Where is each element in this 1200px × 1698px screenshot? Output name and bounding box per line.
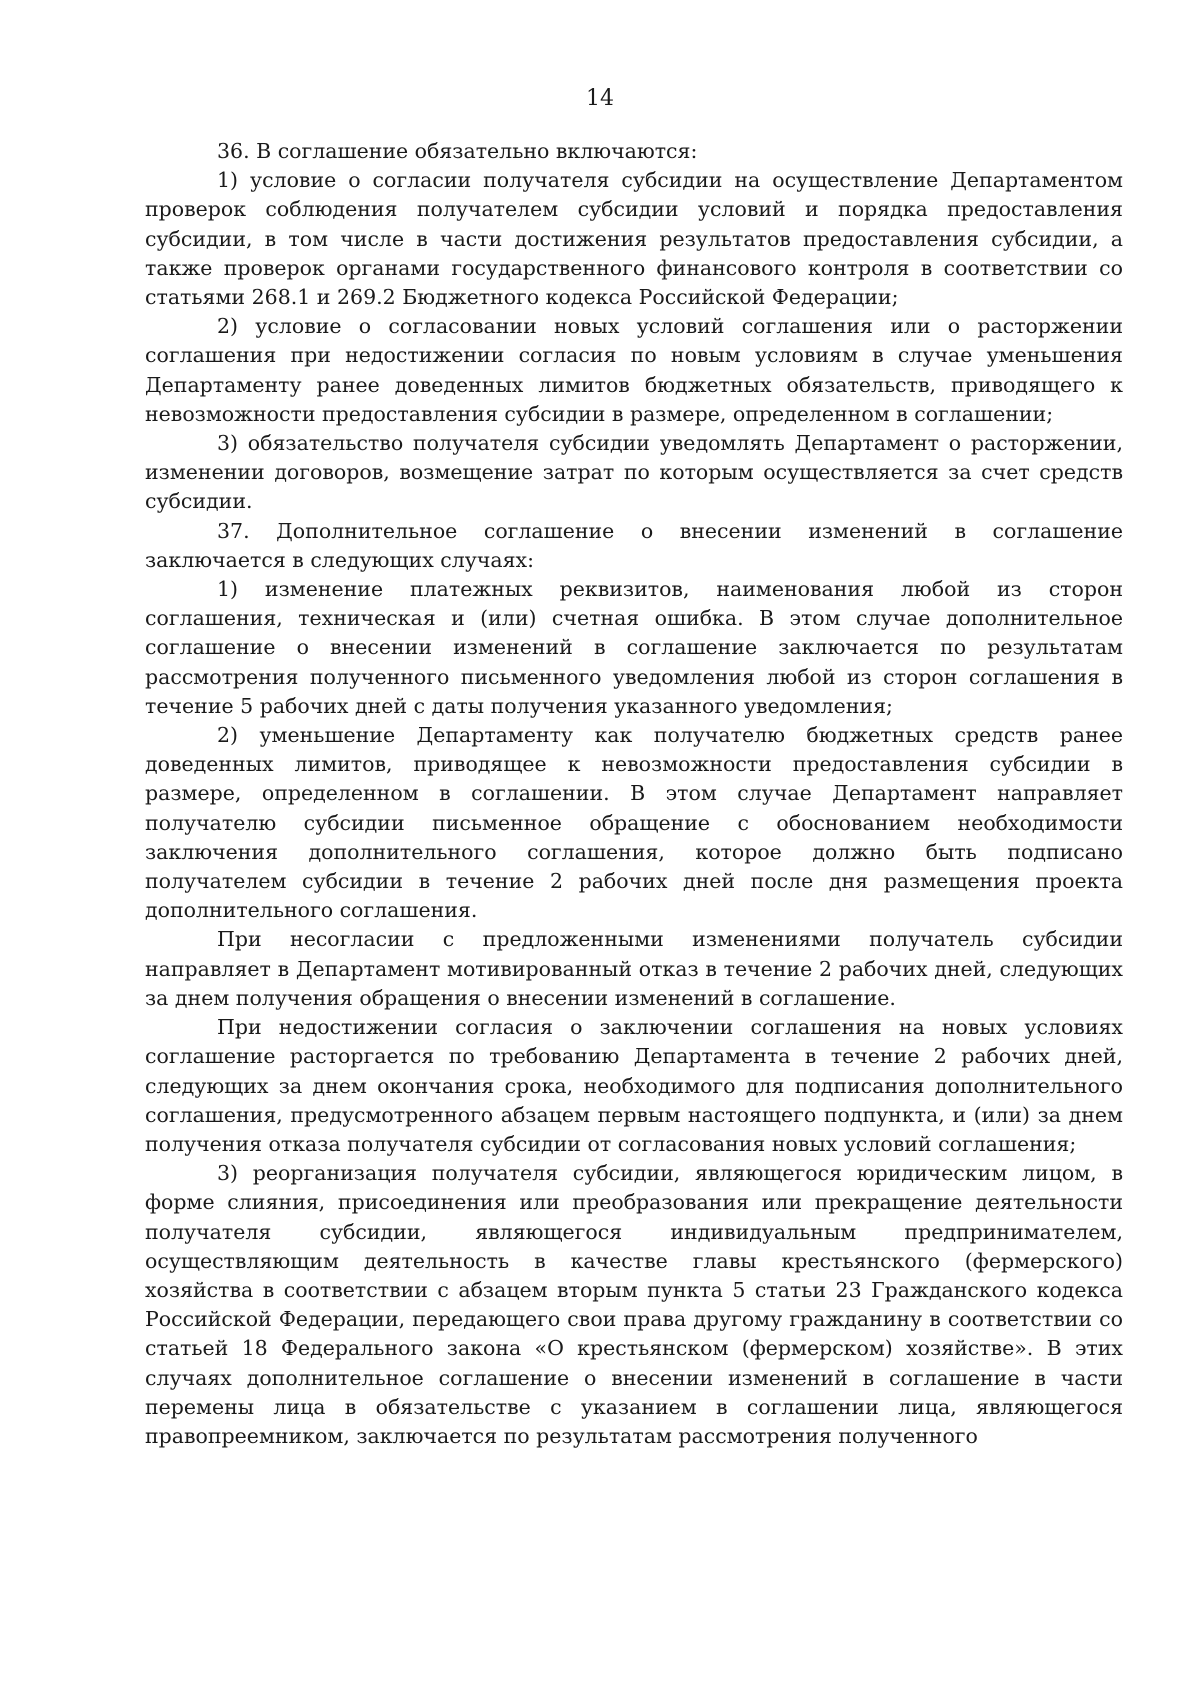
paragraph-36-item-2: 2) условие о согласовании новых условий соглашения или о расторжении соглашения при недостижении согласия по новым условиям в случае уменьшения Департаменту ранее доведенных лимитов бюджетных обязательств, приводящего к невозможности предоставления субсидии в размере, определенном в соглашении; xyxy=(145,314,1123,426)
paragraph-37-item-3: 3) реорганизация получателя субсидии, являющегося юридическим лицом, в форме слияния, присоединения или преобразования или прекращение деятельности получателя субсидии, являющегося индивидуальным предпринимателем, осуществляющим деятельность в качестве главы крестьянского (фермерского) хозяйства в соответствии с абзацем вторым пункта 5 статьи 23 Гражданского кодекса Российской Федерации, передающего свои права другому гражданину в соответствии со статьей 18 Федерального закона «О крестьянском (фермерском) хозяйстве». В этих случаях дополнительное соглашение о внесении изменений в соглашение в части перемены лица в обязательстве с указанием в соглашении лица, являющегося правопреемником, заключается по результатам рассмотрения полученного xyxy=(145,1161,1123,1448)
paragraph-36-item-1: 1) условие о согласии получателя субсидии на осуществление Департаментом проверок соблюдения получателем субсидии условий и порядка предоставления субсидии, в том числе в части достижения результатов предоставления субсидии, а также проверок органами государственного финансового контроля в соответствии со статьями 268.1 и 269.2 Бюджетного кодекса Российской Федерации; xyxy=(145,168,1123,310)
paragraph-36-intro: 36. В соглашение обязательно включаются: xyxy=(217,139,698,163)
page-number: 14 xyxy=(586,86,614,111)
document-body xyxy=(145,137,1123,1451)
paragraph-37-intro: 37. Дополнительное соглашение о внесении изменений в соглашение заключается в следующих случаях: xyxy=(145,518,1123,572)
paragraph-36-item-3: 3) обязательство получателя субсидии уведомлять Департамент о расторжении, изменении договоров, возмещение затрат по которым осуществляется за счет средств субсидии. xyxy=(145,431,1123,514)
paragraph-37-item-2: 2) уменьшение Департаменту как получателю бюджетных средств ранее доведенных лимитов, приводящее к невозможности предоставления субсидии в размере, определенном в соглашении. В этом случае Департамент направляет получателю субсидии письменное обращение с обоснованием необходимости заключения дополнительного соглашения, которое должно быть подписано получателем субсидии в течение 2 рабочих дней после дня размещения проекта дополнительного соглашения. xyxy=(145,723,1123,923)
paragraph-37-item-1: 1) изменение платежных реквизитов, наименования любой из сторон соглашения, техническая и (или) счетная ошибка. В этом случае дополнительное соглашение о внесении изменений в соглашение заключается по результатам рассмотрения полученного письменного уведомления любой из сторон соглашения в течение 5 рабочих дней с даты получения указанного уведомления; xyxy=(145,577,1123,718)
paragraph-37-item-2-termination: При недостижении согласия о заключении соглашения на новых условиях соглашение расторгается по требованию Департамента в течение 2 рабочих дней, следующих за днем окончания срока, необходимого для подписания дополнительного соглашения, предусмотренного абзацем первым настоящего подпункта, и (или) за днем получения отказа получателя субсидии от согласования новых условий соглашения; xyxy=(145,1015,1123,1156)
paragraph-37-item-2-disagreement: При несогласии с предложенными изменениями получатель субсидии направляет в Департамент мотивированный отказ в течение 2 рабочих дней, следующих за днем получения обращения о внесении изменений в соглашение. xyxy=(145,927,1123,1010)
